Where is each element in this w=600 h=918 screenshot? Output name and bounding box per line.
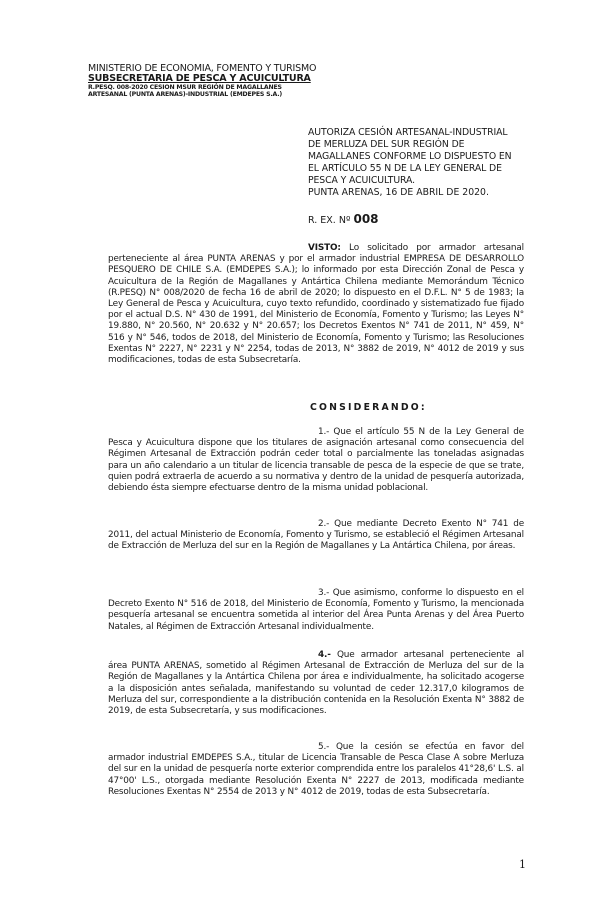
considerando-1-text: Que el artículo 55 N de la Ley General de Pesca y Acuicultura dispone que los titulares de asignación artesanal como consecuencia del Régimen Artesanal de Extracción podrán ceder total o parcialmente las toneladas asignadas para un año calendario a un titular de licencia transable de pesca de la especie de que se trate, quien podrá extraerla de acuerdo a su normativa y dentro de la unidad de pesquería autorizada, debiendo ésta siempre efectuarse dentro de la misma unidad poblacional. [108, 427, 524, 494]
reference-line-2: ARTESANAL (PUNTA ARENAS)-INDUSTRIAL (EMDEPES S.A.) [88, 91, 282, 99]
subsecretaria-name: SUBSECRETARIA DE PESCA Y ACUICULTURA [88, 72, 311, 84]
considerando-3 [108, 588, 524, 633]
considerando-5-number: 5.- [318, 742, 330, 752]
resolution-number [308, 212, 379, 226]
considerando-3-number: 3.- [318, 588, 330, 598]
considerando-2-number: 2.- [318, 519, 330, 529]
ministry-name: MINISTERIO DE ECONOMIA, FOMENTO Y TURISMO [88, 63, 317, 74]
visto-label: VISTO: [308, 243, 341, 253]
considerando-4-text: Que armador artesanal perteneciente al área PUNTA ARENAS, sometido al Régimen Artesanal de Extracción de Merluza del sur de la Región de Magallanes y la Antártica Chilena por área e individualmente, ha solicitado acogerse a la disposición antes señalada, manifestando su voluntad de ceder 12.317,0 kilogramos de Merluza del sur, correspondiente a la distribución contenida en la Resolución Exenta N° 3882 de 2019, de esta Subsecretaría, y sus modificaciones. [108, 650, 524, 717]
considerando-1 [108, 427, 524, 494]
considerando-3-text: Que asimismo, conforme lo dispuesto en el Decreto Exento N° 516 de 2018, del Ministerio de Economía, Fomento y Turismo, la mencionada pesquería artesanal se encuentra sometida al interior del Área Punta Arenas y del Área Puerto Natales, al Régimen de Extracción Artesanal individualmente. [108, 588, 524, 632]
considerando-5 [108, 742, 524, 798]
considerando-heading: CONSIDERANDO: [310, 402, 427, 413]
considerando-2 [108, 519, 524, 553]
visto-paragraph [108, 243, 524, 366]
considerando-4 [108, 650, 524, 717]
reference-line-1: R.PESQ. 008-2020 CESION MSUR REGIÓN DE MAGALLANES [88, 83, 282, 91]
considerando-4-number: 4.- [318, 650, 331, 660]
letterhead [88, 64, 348, 99]
visto-text: Lo solicitado por armador artesanal perteneciente al área PUNTA ARENAS y por el armador industrial EMPRESA DE DESARROLLO PESQUERO DE CHILE S.A. (EMDEPES S.A.); lo informado por esta Dirección Zonal de Pesca y Acuicultura de la Región de Magallanes y Antártica Chilena mediante Memorándum Técnico (R.PESQ) N° 008/2020 de fecha 16 de abril de 2020; lo dispuesto en el D.F.L. N° 5 de 1983; la Ley General de Pesca y Acuicultura, cuyo texto refundido, coordinado y sistematizado fue fijado por el actual D.S. N° 430 de 1991, del Ministerio de Economía, Fomento y Turismo; las Leyes N° 19.880, N° 20.560, N° 20.632 y N° 20.657; los Decretos Exentos N° 741 de 2011, N° 459, N° 516 y N° 546, todos de 2018, del Ministerio de Economía, Fomento y Turismo; las Resoluciones Exentas N° 2227, N° 2231 y N° 2254, todas de 2013, N° 3882 de 2019, N° 4012 de 2019 y sus modificaciones, todas de esta Subsecretaría. [108, 243, 524, 366]
considerando-5-text: Que la cesión se efectúa en favor del armador industrial EMDEPES S.A., titular de Licencia Transable de Pesca Clase A sobre Merluza del sur en la unidad de pesquería norte exterior comprendida entre los paralelos 41°28,6' L.S. al 47°00' L.S., otorgada mediante Resolución Exenta N° 2227 de 2013, modificada mediante Resoluciones Exentas N° 2554 de 2013 y N° 4012 de 2019, todas de esta Subsecretaría. [108, 742, 524, 797]
resolution-prefix: R. EX. Nº [308, 215, 354, 226]
considerando-2-text: Que mediante Decreto Exento N° 741 de 2011, del actual Ministerio de Economía, Fomento y Turismo, se estableció el Régimen Artesanal de Extracción de Merluza del sur en la Región de Magallanes y La Antártica Chilena, por áreas. [108, 519, 524, 552]
resolution-subject: AUTORIZA CESIÓN ARTESANAL-INDUSTRIAL DE MERLUZA DEL SUR REGIÓN DE MAGALLANES CONFORME LO DISPUESTO EN EL ARTÍCULO 55 N DE LA LEY GENERAL DE PESCA Y ACUICULTURA. [308, 127, 512, 186]
place-and-date: PUNTA ARENAS, 16 DE ABRIL DE 2020. [308, 187, 489, 198]
resolution-number-value: 008 [353, 212, 379, 226]
page-number: 1 [519, 858, 526, 871]
considerando-1-number: 1.- [318, 427, 330, 437]
